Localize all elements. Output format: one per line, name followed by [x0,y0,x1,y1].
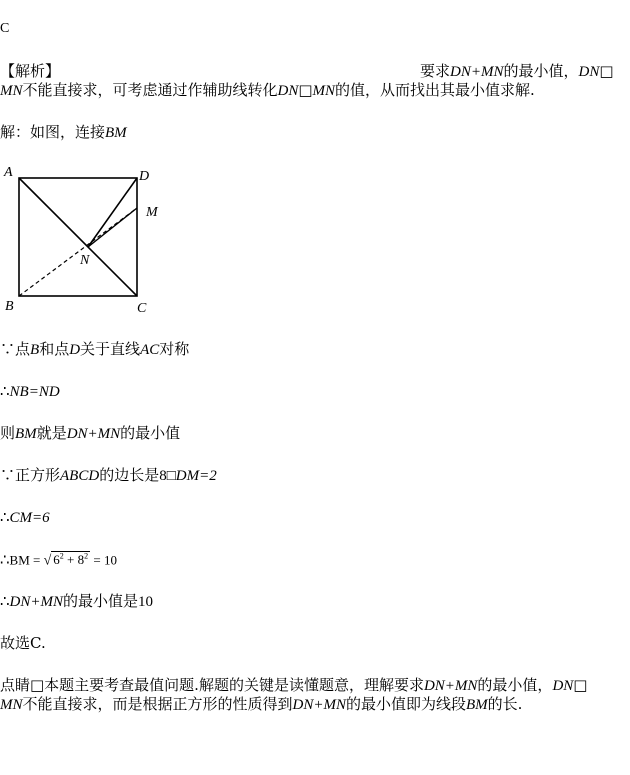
step-cm: ∴CM=6 [0,508,50,526]
step-symmetry: ∵点B和点D关于直线AC对称 [0,340,190,358]
step-choose: 故选C. [0,634,46,652]
analysis-label: 【解析】 [0,62,61,80]
step-bm-formula: ∴BM = √ $6^2 + 8^2 = 10$ [0,550,117,569]
step-min-value: ∴DN+MN的最小值是10 [0,592,154,610]
step-bm-min: 则BM就是DN+MN的最小值 [0,424,181,442]
solution-intro: 解：如图，连接BM [0,123,127,141]
square-diagram [0,160,170,320]
note-line-1: 点睛□本题主要考查最值问题.解题的关键是读懂题意，理解要求DN+MN的最小值，DN□ [0,676,588,694]
answer-letter: C [0,21,10,36]
diagonal-ac [19,178,137,296]
note-line-2: MN不能直接求，而是根据正方形的性质得到DN+MN的最小值即为线段BM的长. [0,695,523,713]
label-d: D [139,169,150,184]
label-m: M [146,205,158,220]
label-c: C [137,301,147,316]
analysis-line-2: MN不能直接求，可考虑通过作辅助线转化DN□MN的值，从而找出其最小值求解. [0,81,535,99]
label-n: N [80,253,90,268]
segment-dn [88,178,137,247]
segment-bm-dashed [19,208,137,296]
analysis-line-1: 要求DN+MN的最小值，DN□ [420,62,614,80]
label-b: B [5,299,14,314]
step-nb-nd: ∴NB=ND [0,382,60,400]
step-side-length: ∵正方形ABCD的边长是8□DM=2 [0,466,217,484]
label-a: A [4,165,13,180]
